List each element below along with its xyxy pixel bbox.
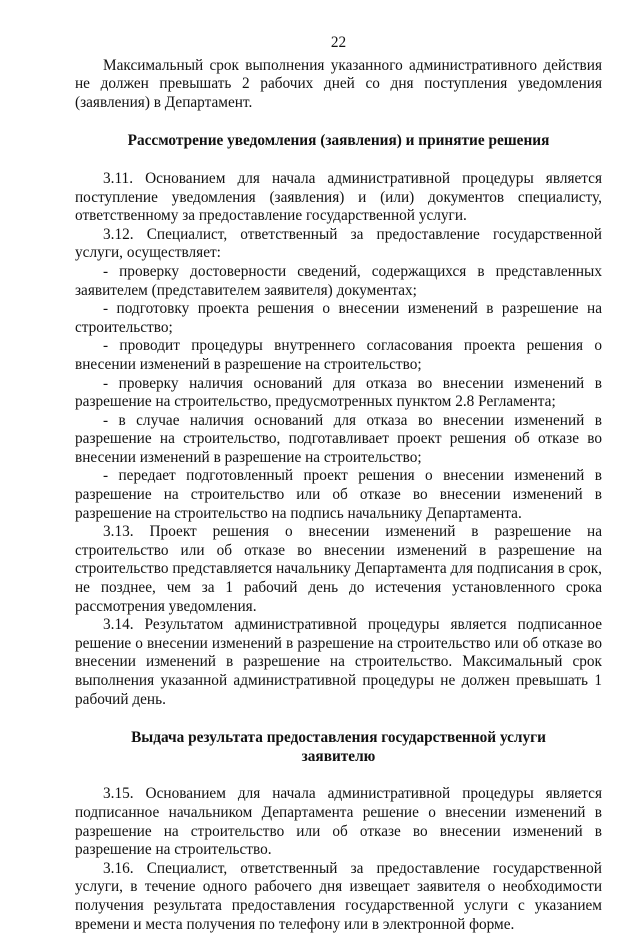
document-page (75, 34, 602, 934)
list-item: - проверку достоверности сведений, содержащихся в представленных заявителем (представителем заявителя) документах; (75, 262, 602, 299)
paragraph-3-15: 3.15. Основанием для начала административной процедуры является подписанное начальником Департамента решение о внесении изменений в разрешение на строительство или об отказе во внесении изменений в разрешение на строительство. (75, 785, 602, 859)
section-heading-delivery (75, 729, 602, 766)
page-number: 22 (330, 34, 347, 51)
paragraph-3-13: 3.13. Проект решения о внесении изменений в разрешение на строительство или об отказе во внесении изменений в разрешение на строительство представляется начальнику Департамента для подписания в срок, не позднее, чем за 1 рабочий день до истечения установленного срока рассмотрения уведомления. (75, 523, 602, 615)
section-heading-line2: заявителю (301, 747, 376, 765)
list-item: - проводит процедуры внутреннего согласования проекта решения о внесении изменений в разрешение на строительство; (75, 337, 602, 373)
paragraph-3-14: 3.14. Результатом административной процедуры является подписанное решение о внесении изменений в разрешение на строительство или об отказе во внесении изменений в разрешение на строительство. Максимальный срок выполнения указанной административной процедуры не должен превышать 1 рабочий день. (75, 616, 602, 708)
list-item: - проверку наличия оснований для отказа во внесении изменений в разрешение на строительство, предусмотренных пунктом 2.8 Регламента; (75, 374, 602, 411)
paragraph-3-12: 3.12. Специалист, ответственный за предоставление государственной услуги, осуществляет: (75, 225, 602, 262)
section-heading-line1: Выдача результата предоставления государственной услуги (131, 729, 546, 747)
list-item: - подготовку проекта решения о внесении изменений в разрешение на строительство; (75, 300, 602, 336)
list-item: - в случае наличия оснований для отказа во внесении изменений в разрешение на строительство, подготавливает проект решения об отказе во внесении изменений в разрешение на строительство; (75, 411, 602, 466)
paragraph-3-11: 3.11. Основанием для начала административной процедуры является поступление уведомления (заявления) и (или) документов специалисту, ответственному за предоставление государственной услуги. (75, 169, 602, 225)
intro-paragraph: Максимальный срок выполнения указанного административного действия не должен превышать 2 рабочих дней со дня поступления уведомления (заявления) в Департамент. (75, 56, 602, 111)
list-item: - передает подготовленный проект решения о внесении изменений в разрешение на строительство или об отказе во внесении изменений в разрешение на строительство на подпись начальнику Департамента. (75, 467, 602, 522)
section-heading-review: Рассмотрение уведомления (заявления) и принятие решения (127, 132, 550, 150)
paragraph-3-16: 3.16. Специалист, ответственный за предоставление государственной услуги, в течение одного рабочего дня извещает заявителя о необходимости получения результата предоставления государственной услуги с указанием времени и места получения по телефону или в электронной форме. (75, 859, 602, 933)
